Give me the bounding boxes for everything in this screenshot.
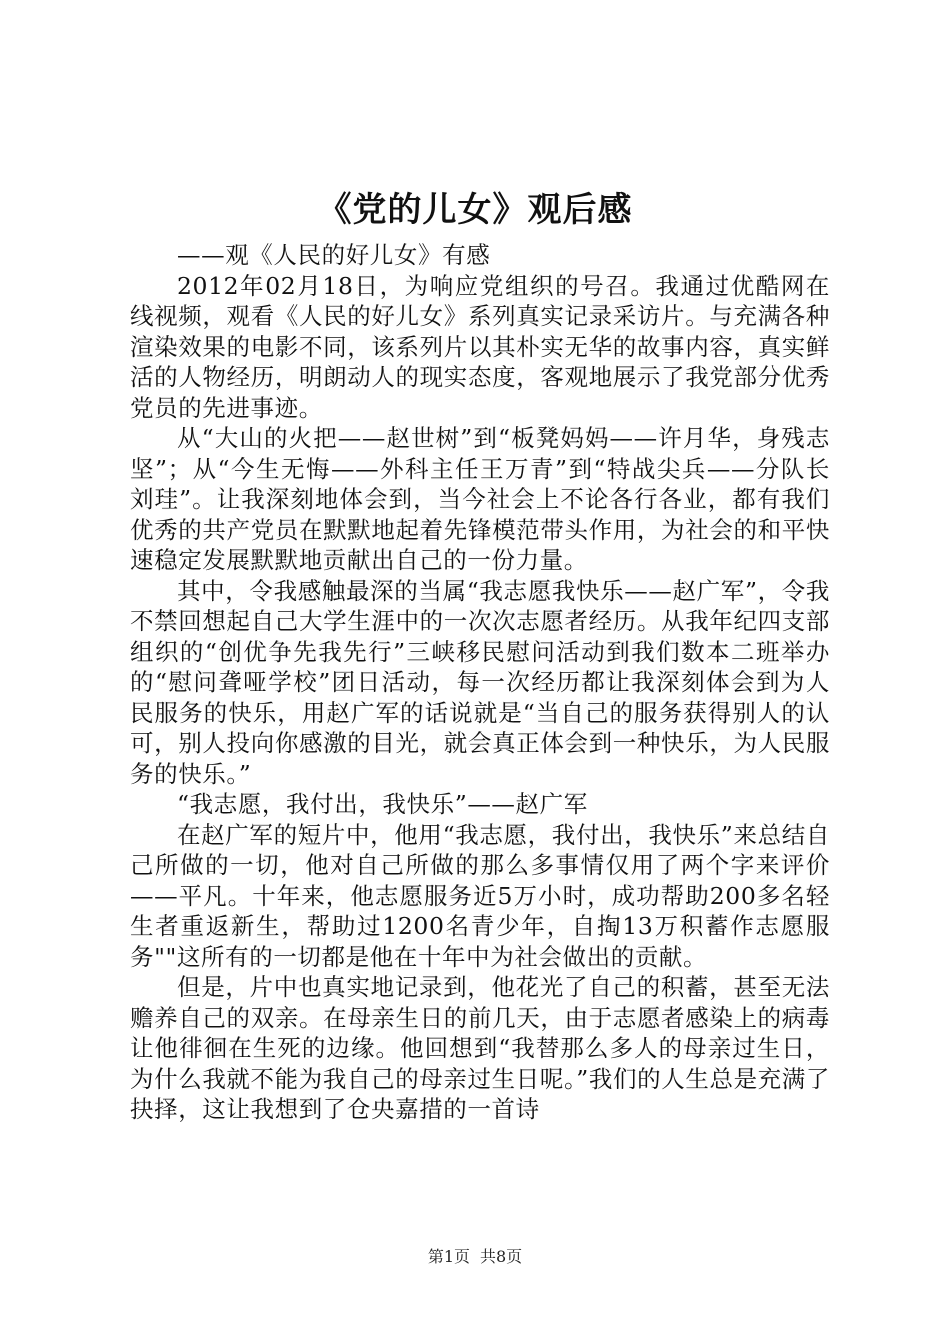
body-paragraph: 但是，片中也真实地记录到，他花光了自己的积蓄，甚至无法赡养自己的双亲。在母亲生日的前几天，由于志愿者感染上的病毒让他徘徊在生死的边缘。他回想到“我替那么多人的母亲过生日，为什么我就不能为我自己的母亲过生日呢。”我们的人生总是充满了抉择，这让我想到了仓央嘉措的一首诗 [130, 973, 830, 1123]
subtitle-paragraph: ——观《人民的好儿女》有感 [177, 241, 491, 269]
page-number: 第1页 [427, 1247, 470, 1266]
body-paragraph: 从“大山的火把——赵世树”到“板凳妈妈——许月华，身残志坚”；从“今生无悔——外科主任王万青”到“特战尖兵——分队长刘珪”。让我深刻地体会到，当今社会上不论各行各业，都有我们优秀的共产党员在默默地起着先锋模范带头作用，为社会的和平快速稳定发展默默地贡献出自己的一份力量。 [130, 424, 830, 574]
body-paragraph: 2012年02月18日，为响应党组织的号召。我通过优酷网在线视频，观看《人民的好儿女》系列真实记录采访片。与充满各种渲染效果的电影不同，该系列片以其朴实无华的故事内容，真实鲜活的人物经历，明朗动人的现实态度，客观地展示了我党部分优秀党员的先进事迹。 [130, 271, 830, 422]
body-paragraph: 其中，令我感触最深的当属“我志愿我快乐——赵广军”，令我不禁回想起自己大学生涯中的一次次志愿者经历。从我年纪四支部组织的“创优争先我先行”三峡移民慰问活动到我们数本二班举办的“慰问聋哑学校”团日活动，每一次经历都让我深刻体会到为人民服务的快乐，用赵广军的话说就是“当自己的服务获得别人的认可，别人投向你感激的目光，就会真正体会到一种快乐，为人民服务的快乐。” [130, 576, 830, 788]
page-title: 《党的儿女》观后感 [317, 190, 633, 230]
page-total: 共8页 [480, 1247, 523, 1266]
body-paragraph: 在赵广军的短片中，他用“我志愿，我付出，我快乐”来总结自己所做的一切，他对自己所做的那么多事情仅用了两个字来评价——平凡。十年来，他志愿服务近5万小时，成功帮助200多名轻生者重返新生，帮助过1200名青少年，自掏13万积蓄作志愿服务""这所有的一切都是他在十年中为社会做出的贡献。 [130, 820, 830, 971]
quote-paragraph: “我志愿，我付出，我快乐”——赵广军 [177, 790, 588, 818]
article-body [130, 240, 830, 1125]
page-footer [0, 1246, 950, 1268]
